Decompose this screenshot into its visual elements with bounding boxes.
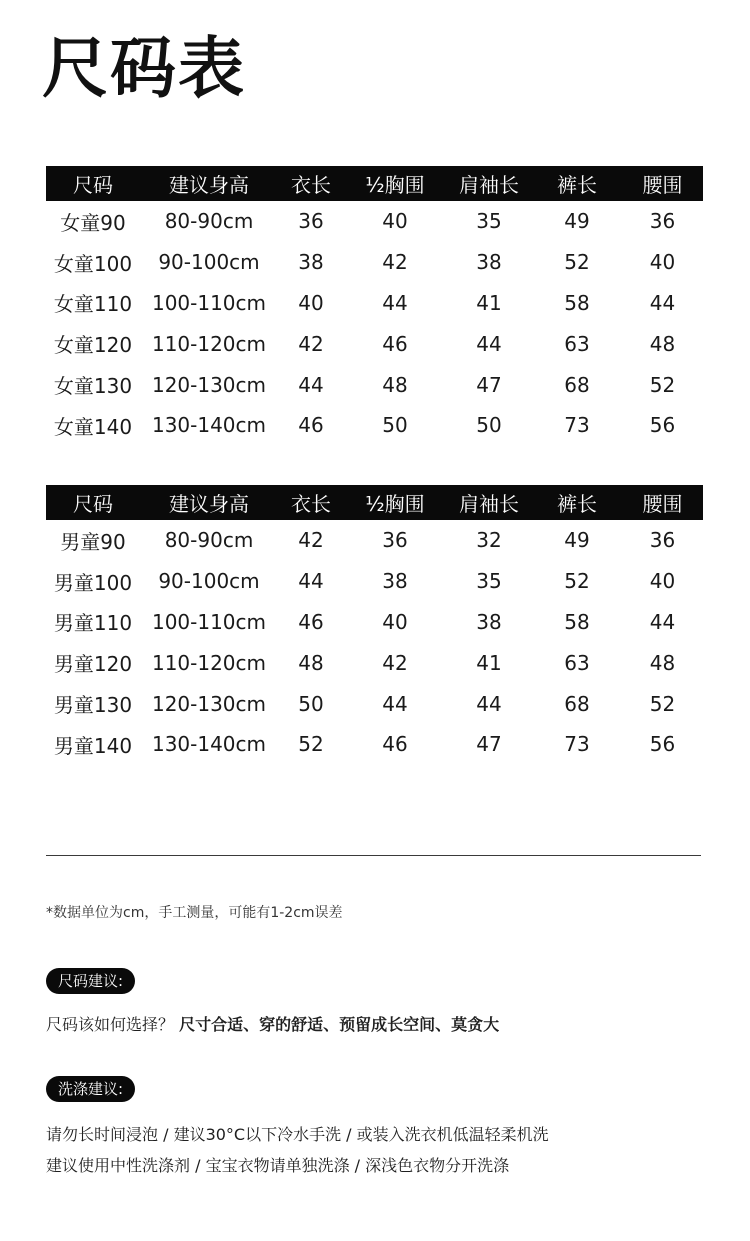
header-waist: 腰围	[642, 173, 683, 197]
cell-half-chest: 38	[382, 569, 408, 594]
header-height: 建议身高	[169, 492, 249, 516]
cell-pants-length: 68	[564, 372, 590, 397]
header-pants-length: 裤长	[557, 173, 597, 197]
header-waist: 腰围	[642, 492, 683, 516]
header-size: 尺码	[73, 492, 113, 516]
header-size: 尺码	[73, 173, 113, 197]
cell-pants-length: 52	[564, 250, 590, 275]
cell-pants-length: 49	[564, 209, 590, 234]
cell-pants-length: 63	[564, 331, 590, 356]
header-shoulder-sleeve: 肩袖长	[459, 173, 519, 197]
cell-size: 女童120	[53, 333, 133, 358]
cell-half-chest: 50	[382, 413, 408, 438]
cell-length: 42	[298, 528, 324, 553]
cell-waist: 44	[649, 609, 676, 634]
cell-waist: 36	[649, 209, 676, 234]
cell-waist: 40	[649, 569, 676, 594]
cell-size: 女童90	[60, 210, 126, 235]
cell-height: 120-130cm	[151, 691, 267, 716]
table-row	[46, 323, 703, 364]
cell-shoulder-sleeve: 32	[476, 528, 502, 553]
header-half-chest: ½胸围	[365, 173, 425, 197]
header-height: 建议身高	[169, 173, 249, 197]
cell-waist: 44	[649, 290, 676, 315]
cell-height: 110-120cm	[151, 650, 267, 675]
cell-pants-length: 63	[564, 650, 590, 675]
table-row	[46, 283, 703, 324]
cell-pants-length: 52	[564, 569, 590, 594]
cell-pants-length: 68	[564, 691, 590, 716]
cell-shoulder-sleeve: 41	[476, 650, 502, 675]
cell-size: 男童130	[53, 693, 133, 718]
cell-half-chest: 46	[382, 732, 408, 757]
cell-half-chest: 42	[382, 650, 408, 675]
cell-shoulder-sleeve: 35	[476, 209, 502, 234]
table-row	[46, 201, 703, 242]
size-advice-badge: 尺码建议:	[46, 968, 135, 994]
table-row	[46, 683, 703, 724]
header-length: 衣长	[291, 173, 331, 197]
cell-shoulder-sleeve: 38	[476, 250, 502, 275]
cell-waist: 48	[649, 650, 676, 675]
cell-waist: 36	[649, 528, 676, 553]
cell-half-chest: 44	[382, 290, 408, 315]
cell-height: 100-110cm	[151, 290, 267, 315]
cell-half-chest: 40	[382, 609, 408, 634]
cell-pants-length: 49	[564, 528, 590, 553]
cell-shoulder-sleeve: 35	[476, 569, 502, 594]
cell-waist: 56	[649, 732, 676, 757]
cell-waist: 56	[649, 413, 676, 438]
size-advice-answer: 尺寸合适、穿的舒适、预留成长空间、莫贪大	[179, 1015, 500, 1034]
cell-shoulder-sleeve: 44	[476, 331, 502, 356]
cell-shoulder-sleeve: 41	[476, 290, 502, 315]
table-row	[46, 642, 703, 683]
cell-height: 100-110cm	[151, 609, 267, 634]
table-header-row	[46, 166, 703, 201]
cell-height: 130-140cm	[151, 732, 267, 757]
cell-shoulder-sleeve: 44	[476, 691, 502, 716]
cell-half-chest: 44	[382, 691, 408, 716]
cell-waist: 52	[649, 372, 676, 397]
header-half-chest: ½胸围	[365, 492, 425, 516]
wash-advice-line: 建议使用中性洗涤剂 / 宝宝衣物请单独洗涤 / 深浅色衣物分开洗涤	[46, 1156, 510, 1175]
cell-half-chest: 48	[382, 372, 408, 397]
cell-length: 36	[298, 209, 324, 234]
cell-pants-length: 58	[564, 290, 590, 315]
cell-size: 女童110	[53, 292, 133, 317]
cell-half-chest: 46	[382, 331, 408, 356]
cell-length: 50	[298, 691, 324, 716]
header-shoulder-sleeve: 肩袖长	[459, 492, 519, 516]
cell-half-chest: 40	[382, 209, 408, 234]
cell-length: 42	[298, 331, 324, 356]
cell-size: 女童140	[53, 414, 133, 439]
table-row	[46, 364, 703, 405]
table-row	[46, 724, 703, 765]
size-advice-question: 尺码该如何选择？	[46, 1015, 175, 1034]
cell-shoulder-sleeve: 50	[476, 413, 502, 438]
cell-size: 男童120	[53, 652, 133, 677]
cell-size: 男童140	[53, 733, 133, 758]
table-row	[46, 602, 703, 643]
cell-waist: 40	[649, 250, 676, 275]
cell-size: 女童130	[53, 374, 133, 399]
cell-length: 46	[298, 609, 324, 634]
wash-advice-badge: 洗涤建议:	[46, 1076, 135, 1102]
cell-height: 90-100cm	[158, 250, 260, 275]
table-row	[46, 561, 703, 602]
boys-size-table	[46, 485, 703, 765]
cell-height: 90-100cm	[158, 569, 260, 594]
header-pants-length: 裤长	[557, 492, 597, 516]
measurement-note: *数据单位为cm，手工测量，可能有1-2cm误差	[46, 905, 343, 921]
table-row	[46, 242, 703, 283]
cell-waist: 52	[649, 691, 676, 716]
cell-size: 女童100	[53, 251, 133, 276]
cell-height: 120-130cm	[151, 372, 267, 397]
header-length: 衣长	[291, 492, 331, 516]
cell-pants-length: 58	[564, 609, 590, 634]
cell-length: 38	[298, 250, 324, 275]
table-row	[46, 405, 703, 446]
cell-height: 80-90cm	[164, 528, 254, 553]
cell-length: 44	[298, 569, 324, 594]
cell-height: 130-140cm	[151, 413, 267, 438]
cell-size: 男童90	[60, 529, 126, 554]
cell-waist: 48	[649, 331, 676, 356]
cell-length: 46	[298, 413, 324, 438]
cell-shoulder-sleeve: 47	[476, 732, 502, 757]
cell-height: 110-120cm	[151, 331, 267, 356]
cell-size: 男童100	[53, 570, 133, 595]
cell-shoulder-sleeve: 47	[476, 372, 502, 397]
girls-size-table	[46, 166, 703, 446]
cell-half-chest: 36	[382, 528, 408, 553]
cell-length: 44	[298, 372, 324, 397]
table-header-row	[46, 485, 703, 520]
page-title: 尺码表	[42, 30, 246, 107]
cell-length: 52	[298, 732, 324, 757]
cell-length: 40	[298, 290, 324, 315]
divider	[46, 855, 701, 856]
table-row	[46, 520, 703, 561]
cell-shoulder-sleeve: 38	[476, 609, 502, 634]
cell-half-chest: 42	[382, 250, 408, 275]
cell-height: 80-90cm	[164, 209, 254, 234]
cell-size: 男童110	[53, 611, 133, 636]
wash-advice-line: 请勿长时间浸泡 / 建议30°C以下冷水手洗 / 或装入洗衣机低温轻柔机洗	[46, 1125, 549, 1144]
size-advice-text	[46, 1012, 499, 1035]
cell-pants-length: 73	[564, 413, 590, 438]
cell-pants-length: 73	[564, 732, 590, 757]
cell-length: 48	[298, 650, 324, 675]
